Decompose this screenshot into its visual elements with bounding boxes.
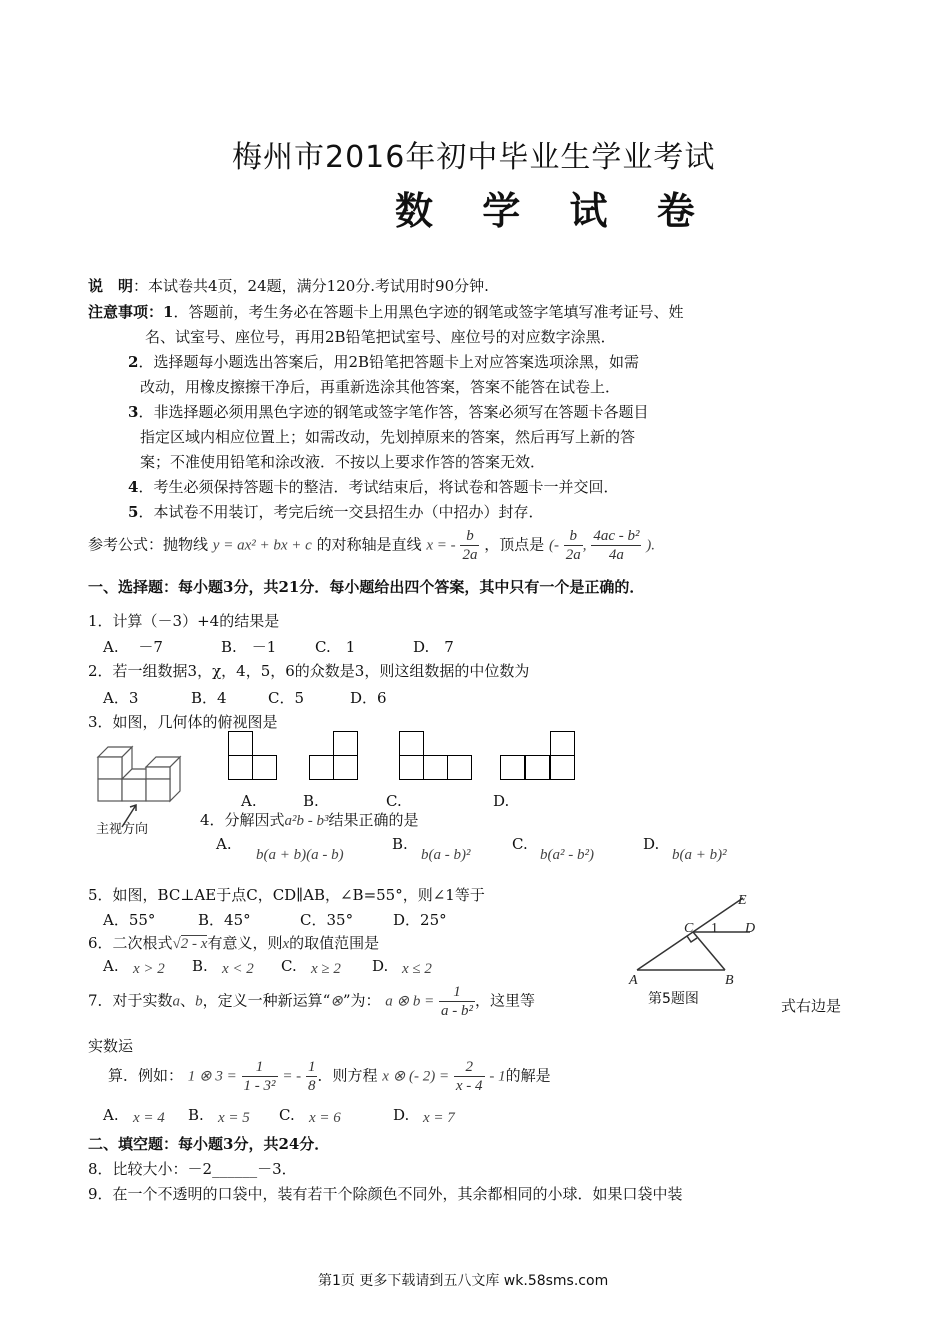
q5-option-c: C．35° <box>300 911 354 929</box>
q8-text: 8．比较大小：－2______－3． <box>88 1160 297 1178</box>
item-text: ．答题前，考生务必在答题卡上用黑色字迹的钢笔或签字笔填写准考证号、姓 <box>173 303 684 321</box>
q7-ex-den2: 8 <box>307 1078 316 1094</box>
q6-radicand: 2 - x <box>180 936 208 952</box>
q7-option-c: x = 6 <box>309 1110 341 1126</box>
q6-stem <box>88 932 379 953</box>
section1-heading: 一、选择题：每小题3分，共21分．每小题给出四个答案，其中只有一个是正确的． <box>88 578 645 596</box>
q9-text: 9．在一个不透明的口袋中，装有若干个除颜色不同外，其余都相同的小球．如果口袋中装 <box>88 1185 683 1203</box>
q5-option-b: B．45° <box>198 911 251 929</box>
q7-label-c: C. <box>279 1106 295 1124</box>
q7-b: b <box>195 993 203 1010</box>
q7-ex-den1: 1 - 3² <box>243 1078 276 1094</box>
q7-eq-fraction <box>454 1058 485 1095</box>
q5-label-1: 1 <box>711 921 718 936</box>
q4-stem-b: 结果正确的是 <box>328 811 419 829</box>
vertex-x-fraction <box>564 527 583 564</box>
q5-figure <box>625 890 765 990</box>
q7-label-b: B. <box>188 1106 204 1124</box>
vertex-open: (- <box>549 537 560 554</box>
item-num: 2 <box>128 353 139 371</box>
q7-eq-num: 2 <box>454 1058 485 1077</box>
q7-ex-num2: 1 <box>307 1059 316 1075</box>
q7-stem-d: ，这里等 <box>475 991 536 1010</box>
q4-label-b: B. <box>392 835 408 853</box>
q7-option-a: x = 4 <box>133 1110 165 1126</box>
q7-ex-fraction2 <box>306 1058 318 1095</box>
q6-label-c: C. <box>281 957 297 975</box>
q1-option-a: A. －7 <box>103 638 163 656</box>
q7-def-lhs: a ⊗ b = <box>385 993 435 1010</box>
instruction-2 <box>128 351 639 372</box>
item-text: ．选择题每小题选出答案后，用2B铅笔把答题卡上对应答案选项涂黑，如需 <box>138 353 640 371</box>
q2-stem: 2．若一组数据3，χ，4，5，6的众数是3，则这组数据的中位数为 <box>88 662 530 680</box>
exam-subtitle: 数 学 试 卷 <box>395 189 713 233</box>
q6-label-b: B. <box>192 957 208 975</box>
q5-option-d: D．25° <box>393 911 447 929</box>
instruction-3-cont: 指定区域内相应位置上；如需改动，先划掉原来的答案，然后再写上新的答 <box>140 428 636 446</box>
q2-option-b: B．4 <box>191 689 227 707</box>
q7-a: a <box>172 993 181 1010</box>
instruction-3-cont2: 案；不准使用铅笔和涂改液．不按以上要求作答的答案无效． <box>140 453 546 471</box>
instruction-4 <box>128 476 618 497</box>
q4-label-a: A. <box>216 835 232 853</box>
q7-stem-a: 7．对于实数 <box>88 991 173 1010</box>
vertex-close: ). <box>646 537 656 554</box>
exam-title: 梅州市2016年初中毕业生学业考试 <box>232 140 716 175</box>
item-num: 1 <box>163 303 174 321</box>
note-text: ：本试卷共4页，24题，满分120分.考试用时90分钟. <box>133 277 489 295</box>
axis-fraction <box>460 527 479 564</box>
q6-option-d: x ≤ 2 <box>402 961 432 977</box>
axis-num: b <box>460 527 479 546</box>
q2-option-d: D．6 <box>350 689 387 707</box>
q5-label-b: B <box>725 973 734 988</box>
vy-num: 4ac - b² <box>593 528 640 544</box>
vx-den: 2a <box>565 547 581 563</box>
axis-den: 2a <box>462 547 478 563</box>
attention-label: 注意事项： <box>88 303 164 321</box>
instruction-2-cont: 改动，用橡皮擦擦干净后，再重新选涂其他答案，答案不能答在试卷上． <box>140 378 621 396</box>
q7-eq-tail: - 1 <box>489 1068 506 1085</box>
axis-lhs: x = - <box>426 537 456 554</box>
parabola-equation: y = ax² + bx + c <box>212 537 312 554</box>
item-text: ．本试卷不用装订，考完后统一交县招生办（中招办）封存． <box>138 503 544 521</box>
q7-line3-c: 的解是 <box>505 1066 551 1085</box>
item-text: ．非选择题必须用黑色字迹的钢笔或签字笔作答，答案必须写在答题卡各题目 <box>138 403 649 421</box>
q4-label-c: C. <box>512 835 528 853</box>
q6-stem-a: 6．二次根式 <box>88 934 173 952</box>
q4-stem-a: 4．分解因式 <box>200 811 285 829</box>
q7-ex-fraction1 <box>242 1058 278 1095</box>
q1-option-c: C. 1 <box>315 638 356 656</box>
q4-label-d: D. <box>643 835 660 853</box>
q7-ex-eq: = - <box>282 1068 302 1085</box>
q5-stem: 5．如图，BC⊥AE于点C，CD∥AB，∠B=55°，则∠1等于 <box>88 886 485 904</box>
q7-stem-c: ”为： <box>342 991 381 1010</box>
q7-eq-den: x - 4 <box>455 1078 483 1094</box>
item-num: 3 <box>128 403 139 421</box>
q5-figure-caption: 第5题图 <box>648 991 699 1007</box>
q3-label-d: D. <box>493 792 510 810</box>
reference-formula <box>88 527 655 564</box>
page-footer: 第1页 更多下载请到五八文库 wk.58sms.com <box>318 1273 609 1289</box>
q4-option-d: b(a + b)² <box>672 847 727 863</box>
q5-label-d: D <box>745 921 756 936</box>
instruction-5 <box>128 501 543 522</box>
q7-def-fraction <box>439 983 475 1020</box>
vertex-label: ，顶点是 <box>484 535 545 554</box>
q4-option-a: b(a + b)(a - b) <box>256 847 344 863</box>
q7-option-d: x = 7 <box>423 1110 455 1126</box>
section2-heading: 二、填空题：每小题3分，共24分． <box>88 1135 330 1153</box>
q3-label-c: C. <box>386 792 402 810</box>
q2-option-a: A．3 <box>103 689 139 707</box>
q7-sep: 、 <box>180 991 196 1010</box>
item-num: 4 <box>128 478 139 496</box>
q7-op: ⊗ <box>330 993 343 1010</box>
q1-option-b: B. －1 <box>221 638 277 656</box>
formula-mid: 的对称轴是直线 <box>316 535 422 554</box>
q4-option-b: b(a - b)² <box>421 847 471 863</box>
q7-stem-b: ，定义一种新运算“ <box>202 991 331 1010</box>
q7-label-a: A. <box>103 1106 119 1124</box>
vy-den: 4a <box>608 547 624 563</box>
vx-num: b <box>564 527 583 546</box>
q7-eq-lhs: x ⊗ (- 2) = <box>382 1068 450 1085</box>
instruction-1-cont: 名、试室号、座位号，再用2B铅笔把试室号、座位号的对应数字涂黑． <box>145 328 616 346</box>
q6-label-a: A. <box>103 957 119 975</box>
q5-label-c: C <box>684 921 694 936</box>
instruction-1 <box>88 301 683 322</box>
q7-ex-num1: 1 <box>242 1058 278 1077</box>
q6-option-a: x > 2 <box>133 961 165 977</box>
q6-option-b: x < 2 <box>222 961 254 977</box>
q7-def-num: 1 <box>439 983 475 1002</box>
q2-option-c: C．5 <box>268 689 305 707</box>
q7-line3-a: 算．例如： <box>108 1066 184 1085</box>
q3-view-caption: 主视方向 <box>96 822 149 837</box>
q6-stem-b: 有意义，则 <box>207 934 283 952</box>
note-label: 说 明 <box>88 277 134 295</box>
q7-line2: 实数运 <box>88 1037 134 1055</box>
instruction-3 <box>128 401 648 422</box>
q5-option-a: A．55° <box>103 911 156 929</box>
q7-label-d: D. <box>393 1106 410 1124</box>
q4-stem <box>200 809 419 830</box>
note-line <box>88 275 489 296</box>
q3-label-a: A. <box>241 792 257 810</box>
q7-stem-e: 式右边是 <box>781 997 842 1015</box>
q4-option-c: b(a² - b²) <box>540 847 594 863</box>
q7-line3-b: ．则方程 <box>317 1066 378 1085</box>
q7-ex-lhs: 1 ⊗ 3 = <box>187 1068 237 1085</box>
item-num: 5 <box>128 503 139 521</box>
vertex-comma: , <box>582 537 587 554</box>
q5-label-e: E <box>738 893 747 908</box>
formula-prefix: 参考公式：抛物线 <box>88 535 209 554</box>
q7-line3 <box>108 1058 551 1095</box>
vertex-y-fraction <box>591 527 641 564</box>
q1-option-d: D. 7 <box>413 638 454 656</box>
q6-var: x <box>282 936 290 952</box>
q7-def-den: a - b² <box>441 1003 473 1019</box>
sqrt-sign: √ <box>172 936 181 952</box>
q3-stem: 3．如图，几何体的俯视图是 <box>88 713 278 731</box>
q6-label-d: D. <box>372 957 389 975</box>
q1-stem: 1．计算（－3）+4的结果是 <box>88 612 280 630</box>
q7-line1 <box>88 983 535 1020</box>
q3-label-b: B. <box>303 792 319 810</box>
q7-option-b: x = 5 <box>218 1110 250 1126</box>
item-text: ．考生必须保持答题卡的整洁．考试结束后，将试卷和答题卡一并交回． <box>138 478 619 496</box>
q6-stem-c: 的取值范围是 <box>289 934 380 952</box>
q6-option-c: x ≥ 2 <box>311 961 341 977</box>
q5-label-a: A <box>629 973 638 988</box>
q4-expression: a²b - b³ <box>284 813 329 829</box>
